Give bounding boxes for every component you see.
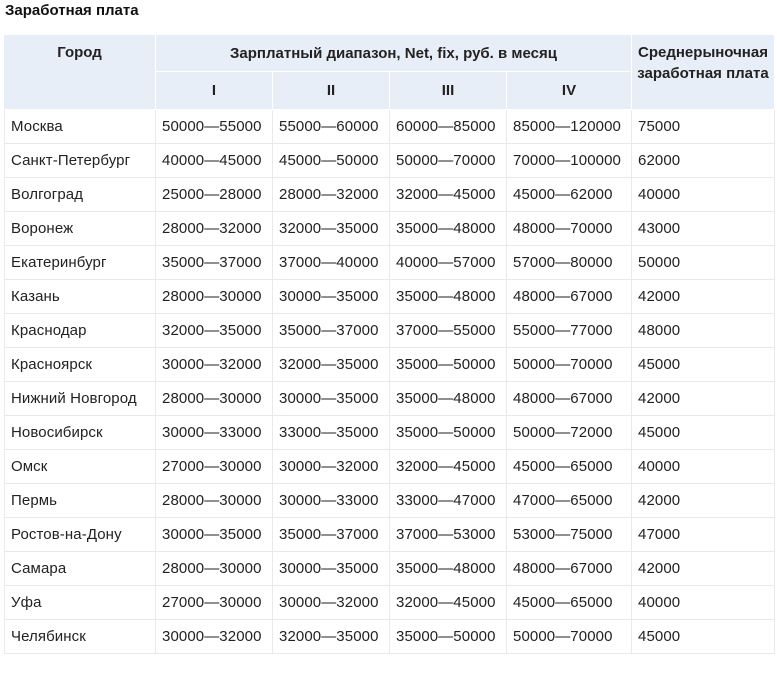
city-cell: Уфа bbox=[4, 586, 156, 620]
level-header-3: III bbox=[390, 72, 507, 110]
range-4-cell: 70000—100000 bbox=[507, 144, 632, 178]
range-2-cell: 30000—35000 bbox=[273, 382, 390, 416]
range-3-cell: 35000—48000 bbox=[390, 280, 507, 314]
range-4-cell: 45000—65000 bbox=[507, 586, 632, 620]
range-1-cell: 30000—33000 bbox=[156, 416, 273, 450]
range-2-cell: 35000—37000 bbox=[273, 518, 390, 552]
range-1-cell: 27000—30000 bbox=[156, 450, 273, 484]
range-2-cell: 32000—35000 bbox=[273, 348, 390, 382]
table-row bbox=[4, 382, 775, 416]
range-3-cell: 33000—47000 bbox=[390, 484, 507, 518]
range-3-cell: 32000—45000 bbox=[390, 450, 507, 484]
avg-salary-cell: 42000 bbox=[632, 382, 775, 416]
range-3-cell: 35000—50000 bbox=[390, 416, 507, 450]
table-row bbox=[4, 280, 775, 314]
avg-salary-cell: 40000 bbox=[632, 450, 775, 484]
avg-salary-cell: 50000 bbox=[632, 246, 775, 280]
table-row bbox=[4, 314, 775, 348]
range-4-cell: 85000—120000 bbox=[507, 110, 632, 144]
header-row bbox=[4, 35, 775, 72]
avg-salary-cell: 45000 bbox=[632, 348, 775, 382]
range-3-cell: 35000—48000 bbox=[390, 382, 507, 416]
level-header-2: II bbox=[273, 72, 390, 110]
city-cell: Москва bbox=[4, 110, 156, 144]
level-header-1: I bbox=[156, 72, 273, 110]
range-3-cell: 35000—50000 bbox=[390, 348, 507, 382]
avg-salary-cell: 42000 bbox=[632, 280, 775, 314]
city-cell: Челябинск bbox=[4, 620, 156, 654]
range-2-cell: 33000—35000 bbox=[273, 416, 390, 450]
city-cell: Волгоград bbox=[4, 178, 156, 212]
range-4-cell: 57000—80000 bbox=[507, 246, 632, 280]
table-row bbox=[4, 110, 775, 144]
range-column-header: Зарплатный диапазон, Net, fix, руб. в месяц bbox=[156, 35, 632, 72]
range-1-cell: 28000—30000 bbox=[156, 552, 273, 586]
range-3-cell: 35000—48000 bbox=[390, 552, 507, 586]
avg-salary-cell: 75000 bbox=[632, 110, 775, 144]
range-1-cell: 30000—32000 bbox=[156, 620, 273, 654]
range-2-cell: 45000—50000 bbox=[273, 144, 390, 178]
table-row bbox=[4, 348, 775, 382]
range-1-cell: 30000—35000 bbox=[156, 518, 273, 552]
table-row bbox=[4, 620, 775, 654]
range-4-cell: 48000—67000 bbox=[507, 280, 632, 314]
avg-salary-cell: 48000 bbox=[632, 314, 775, 348]
range-4-cell: 47000—65000 bbox=[507, 484, 632, 518]
city-column-header: Город bbox=[4, 35, 156, 110]
city-cell: Нижний Новгород bbox=[4, 382, 156, 416]
avg-salary-cell: 42000 bbox=[632, 552, 775, 586]
range-2-cell: 30000—35000 bbox=[273, 280, 390, 314]
range-3-cell: 60000—85000 bbox=[390, 110, 507, 144]
salary-table bbox=[4, 35, 775, 654]
city-cell: Ростов-на-Дону bbox=[4, 518, 156, 552]
range-4-cell: 48000—70000 bbox=[507, 212, 632, 246]
avg-salary-cell: 43000 bbox=[632, 212, 775, 246]
city-cell: Воронеж bbox=[4, 212, 156, 246]
table-row bbox=[4, 212, 775, 246]
range-1-cell: 27000—30000 bbox=[156, 586, 273, 620]
range-2-cell: 55000—60000 bbox=[273, 110, 390, 144]
range-3-cell: 50000—70000 bbox=[390, 144, 507, 178]
table-row bbox=[4, 178, 775, 212]
page-title: Заработная плата bbox=[5, 2, 139, 19]
range-2-cell: 30000—32000 bbox=[273, 450, 390, 484]
city-cell: Самара bbox=[4, 552, 156, 586]
range-4-cell: 55000—77000 bbox=[507, 314, 632, 348]
table-row bbox=[4, 144, 775, 178]
range-1-cell: 40000—45000 bbox=[156, 144, 273, 178]
range-4-cell: 50000—70000 bbox=[507, 348, 632, 382]
range-3-cell: 37000—55000 bbox=[390, 314, 507, 348]
avg-salary-cell: 45000 bbox=[632, 416, 775, 450]
range-3-cell: 32000—45000 bbox=[390, 586, 507, 620]
range-1-cell: 32000—35000 bbox=[156, 314, 273, 348]
city-cell: Омск bbox=[4, 450, 156, 484]
range-2-cell: 28000—32000 bbox=[273, 178, 390, 212]
table-row bbox=[4, 416, 775, 450]
table-row bbox=[4, 552, 775, 586]
range-1-cell: 50000—55000 bbox=[156, 110, 273, 144]
city-cell: Санкт-Петербург bbox=[4, 144, 156, 178]
city-cell: Красноярск bbox=[4, 348, 156, 382]
range-3-cell: 32000—45000 bbox=[390, 178, 507, 212]
avg-salary-cell: 42000 bbox=[632, 484, 775, 518]
range-2-cell: 30000—32000 bbox=[273, 586, 390, 620]
range-3-cell: 37000—53000 bbox=[390, 518, 507, 552]
avg-salary-cell: 40000 bbox=[632, 586, 775, 620]
city-cell: Екатеринбург bbox=[4, 246, 156, 280]
level-header-4: IV bbox=[507, 72, 632, 110]
range-2-cell: 32000—35000 bbox=[273, 620, 390, 654]
range-2-cell: 32000—35000 bbox=[273, 212, 390, 246]
table-row bbox=[4, 450, 775, 484]
range-1-cell: 28000—32000 bbox=[156, 212, 273, 246]
table-row bbox=[4, 484, 775, 518]
range-1-cell: 30000—32000 bbox=[156, 348, 273, 382]
city-cell: Пермь bbox=[4, 484, 156, 518]
range-3-cell: 35000—50000 bbox=[390, 620, 507, 654]
range-1-cell: 28000—30000 bbox=[156, 382, 273, 416]
city-cell: Казань bbox=[4, 280, 156, 314]
city-cell: Новосибирск bbox=[4, 416, 156, 450]
range-2-cell: 30000—35000 bbox=[273, 552, 390, 586]
range-2-cell: 35000—37000 bbox=[273, 314, 390, 348]
table-row bbox=[4, 586, 775, 620]
range-4-cell: 53000—75000 bbox=[507, 518, 632, 552]
avg-salary-column-header: Среднерыночная заработная плата bbox=[632, 35, 775, 110]
range-1-cell: 35000—37000 bbox=[156, 246, 273, 280]
range-1-cell: 25000—28000 bbox=[156, 178, 273, 212]
table-row bbox=[4, 246, 775, 280]
range-2-cell: 30000—33000 bbox=[273, 484, 390, 518]
range-4-cell: 48000—67000 bbox=[507, 552, 632, 586]
range-4-cell: 45000—62000 bbox=[507, 178, 632, 212]
avg-salary-cell: 62000 bbox=[632, 144, 775, 178]
range-4-cell: 45000—65000 bbox=[507, 450, 632, 484]
range-1-cell: 28000—30000 bbox=[156, 280, 273, 314]
avg-salary-cell: 40000 bbox=[632, 178, 775, 212]
range-4-cell: 48000—67000 bbox=[507, 382, 632, 416]
table-row bbox=[4, 518, 775, 552]
avg-salary-cell: 45000 bbox=[632, 620, 775, 654]
range-1-cell: 28000—30000 bbox=[156, 484, 273, 518]
table-body bbox=[4, 110, 775, 654]
range-3-cell: 35000—48000 bbox=[390, 212, 507, 246]
range-4-cell: 50000—72000 bbox=[507, 416, 632, 450]
city-cell: Краснодар bbox=[4, 314, 156, 348]
range-3-cell: 40000—57000 bbox=[390, 246, 507, 280]
range-4-cell: 50000—70000 bbox=[507, 620, 632, 654]
range-2-cell: 37000—40000 bbox=[273, 246, 390, 280]
avg-salary-cell: 47000 bbox=[632, 518, 775, 552]
